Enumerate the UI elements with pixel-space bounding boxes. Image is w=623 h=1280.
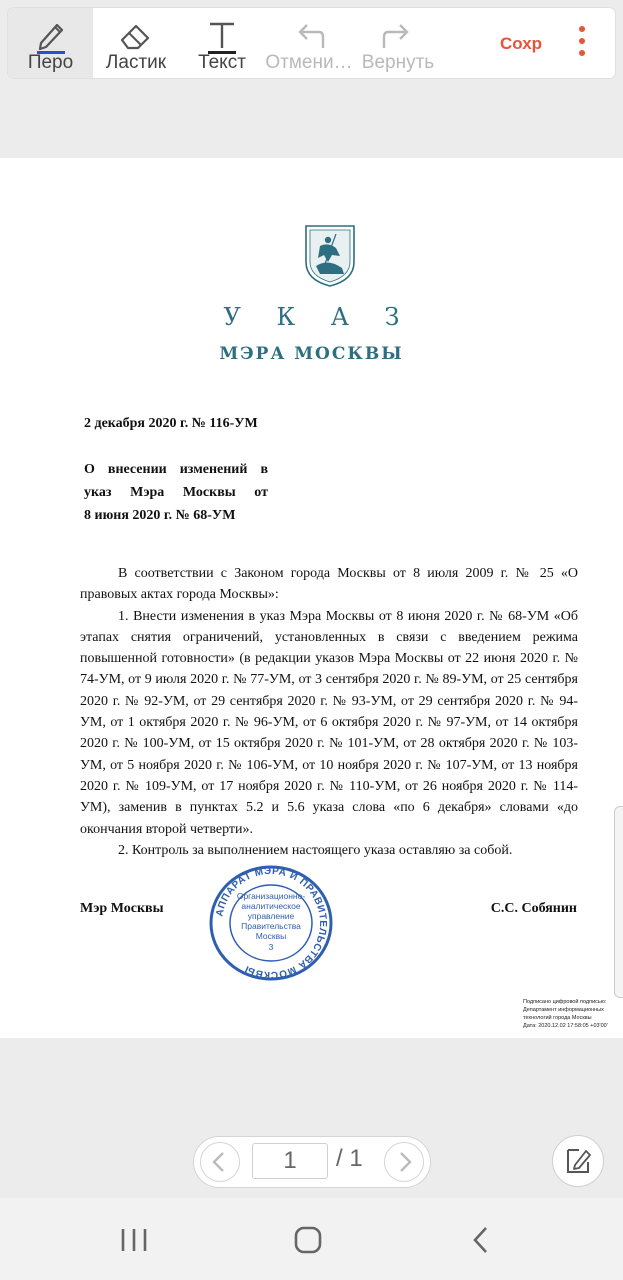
edit-document-icon <box>553 1136 603 1186</box>
decree-subject <box>84 458 268 527</box>
page-navigator <box>193 1136 431 1188</box>
seal-center-line: аналитическое <box>241 901 301 911</box>
home-icon[interactable] <box>291 1225 325 1255</box>
seal-center-line: Правительства <box>241 921 301 931</box>
eraser-icon <box>116 18 156 54</box>
save-button[interactable]: Сохр <box>499 34 543 53</box>
eraser-tool-label: Ластик <box>105 52 167 73</box>
redo-icon <box>378 18 418 54</box>
previous-page-button[interactable] <box>200 1142 240 1182</box>
pen-tool-label: Перо <box>27 52 74 73</box>
system-navigation-bar <box>0 1198 623 1280</box>
back-icon[interactable] <box>466 1225 500 1255</box>
annotation-toolbar <box>8 8 615 78</box>
digital-signature-line: Подписано цифровой подписью: <box>523 999 607 1005</box>
body-paragraph: В соответствии с Законом города Москвы от 8 июля 2009 г. № 25 «О правовых актах города Москвы»: <box>80 566 578 603</box>
eraser-tool-button[interactable] <box>96 8 176 78</box>
seal-center-line: управление <box>247 911 295 921</box>
undo-button[interactable] <box>264 8 354 78</box>
seal-center-line: Организационно- <box>236 891 306 901</box>
more-options-icon[interactable] <box>574 26 590 66</box>
page-number-input[interactable]: 1 <box>252 1143 328 1179</box>
text-tool-icon <box>202 18 242 54</box>
document-subtitle: МЭРА МОСКВЫ <box>219 344 404 364</box>
next-page-button[interactable] <box>384 1142 424 1182</box>
recent-apps-icon[interactable] <box>117 1225 151 1255</box>
subject-line: указ Мэра Москвы от <box>84 485 268 500</box>
signer-title: Мэр Москвы <box>80 901 164 916</box>
decree-date-number: 2 декабря 2020 г. № 116-УМ <box>84 416 258 431</box>
scroll-handle[interactable] <box>614 806 623 998</box>
pen-tool-button[interactable] <box>8 8 93 78</box>
subject-line: 8 июня 2020 г. № 68-УМ <box>84 508 236 523</box>
sign-edit-button[interactable] <box>552 1135 604 1187</box>
chevron-right-icon <box>385 1143 423 1181</box>
signer-name: С.С. Собянин <box>490 901 577 916</box>
seal-center-line: Москвы <box>255 931 287 941</box>
text-tool-button[interactable] <box>184 8 260 78</box>
body-paragraph: 1. Внести изменения в указ Мэра Москвы от 8 июня 2020 г. № 68-УМ «Об этапах снятия ограничений, установленных в связи с введением режима повышенной готовности» (в редакции указов Мэра Москвы от 22 июня 2020 г. № 74-УМ, от 9 июля 2020 г. № 77-УМ, от 3 сентября 2020 г. № 89-УМ, от 25 сентября 2020 г. № 92-УМ, от 29 сентября 2020 г. № 93-УМ, от 29 сентября 2020 г. № 94-УМ, от 1 октября 2020 г. № 96-УМ, от 6 октября 2020 г. № 97-УМ, от 14 октября 2020 г. № 100-УМ, от 15 октября 2020 г. № 101-УМ, от 28 октября 2020 г. № 103-УМ, от 5 ноября 2020 г. № 106-УМ, от 10 ноября 2020 г. № 107-УМ, от 13 ноября 2020 г. № 109-УМ, от 17 ноября 2020 г. № 110-УМ, от 26 ноября 2020 г. № 114-УМ), заменив в пунктах 5.2 и 5.6 указа слова «по 6 декабря» словами «до окончания второй четверти». <box>80 608 578 837</box>
page-total: / 1 <box>336 1145 363 1172</box>
digital-signature-line: технологий города Москвы <box>523 1015 592 1021</box>
redo-label: Вернуть <box>361 52 435 73</box>
body-paragraph: 2. Контроль за выполнением настоящего указа оставляю за собой. <box>118 842 513 858</box>
text-tool-label: Текст <box>198 52 246 73</box>
chevron-left-icon <box>201 1143 239 1181</box>
undo-icon <box>289 18 329 54</box>
undo-label: Отмени… <box>265 52 353 73</box>
pen-icon <box>31 18 71 54</box>
decree-body <box>80 563 578 861</box>
official-seal <box>206 863 336 983</box>
digital-signature-line: Дата: 2020.12.02 17:58:05 +03'00' <box>523 1023 608 1029</box>
digital-signature-stamp <box>523 998 619 1030</box>
redo-button[interactable] <box>354 8 442 78</box>
subject-line: О внесении изменений в <box>84 462 268 477</box>
digital-signature-line: Департамент информационных <box>523 1007 604 1013</box>
document-title: У К А З <box>223 303 414 331</box>
document-page <box>0 158 623 1038</box>
seal-center-line: 3 <box>268 942 274 952</box>
moscow-coat-of-arms-icon <box>302 222 358 288</box>
seal-ring-text: АППАРАТ МЭРА И ПРАВИТЕЛЬСТВА МОСКВЫ <box>214 865 329 981</box>
